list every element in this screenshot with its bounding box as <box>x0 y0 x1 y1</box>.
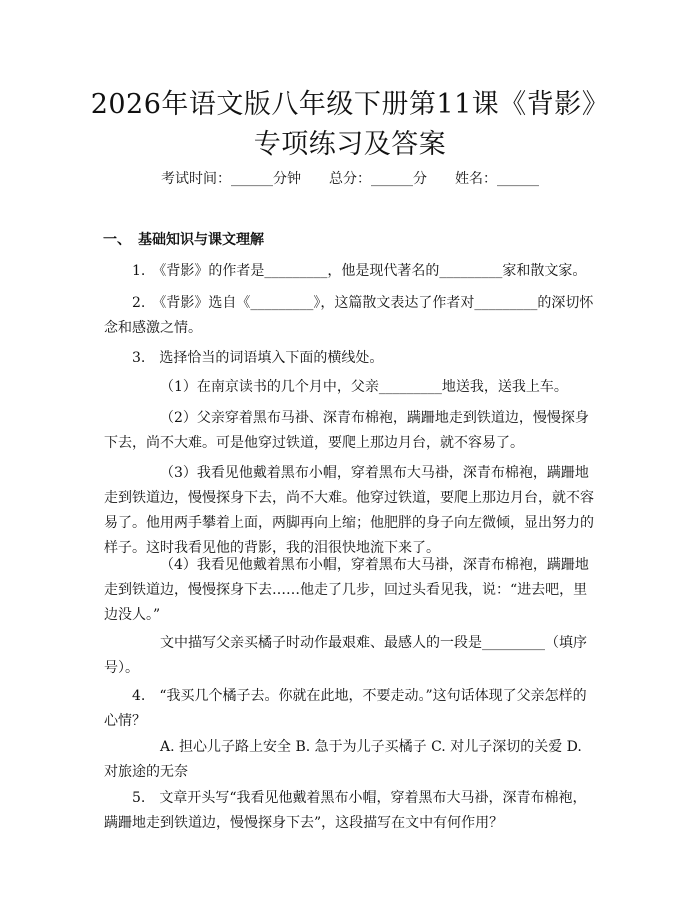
passage-option-3: （3）我看见他戴着黑布小帽，穿着黑布大马褂，深青布棉袍，蹒跚地走到铁道边，慢慢探身下去，尚不大难。他穿过铁道，要爬上那边月台，就不容易了。他用两手攀着上面，两脚再向上缩；他肥胖的身子向左微倾，显出努力的样子。这时我看见他的背影，我的泪很快地流下来了。 <box>104 465 594 556</box>
passage-option-2: （2）父亲穿着黑布马褂、深青布棉袍，蹒跚地走到铁道边，慢慢探身下去，尚不大难。可是他穿过铁道，要爬上那边月台，就不容易了。 <box>104 410 589 451</box>
document-title-line-1: 2026年语文版八年级下册第11课《背影》 <box>90 89 610 120</box>
exam-info-line: 考试时间：______分钟 总分：______分 姓名：______ <box>161 171 539 187</box>
passage-option-4: （4）我看见他戴着黑布小帽，穿着黑布大马褂，深青布棉袍，蹒跚地走到铁道边，慢慢探身下去……他走了几步，回过头看见我，说：“进去吧，里边没人。” <box>104 557 589 623</box>
document-title-line-2: 专项练习及答案 <box>253 129 447 160</box>
fill-sequence-prompt: 文中描写父亲买橘子时动作最艰难、最感人的一段是_________（填序号）。 <box>104 635 587 676</box>
passage-option-1: （1）在南京读书的几个月中，父亲_________地送我，送我上车。 <box>160 379 568 395</box>
section-heading: 一、 基础知识与课文理解 <box>103 232 264 248</box>
question-4: 4. “我买几个橘子去。你就在此地，不要走动。”这句话体现了父亲怎样的心情？ <box>104 688 587 729</box>
question-4-choices: A. 担心儿子路上安全 B. 急于为儿子买橘子 C. 对儿子深切的关爱 D. 对旅途的无奈 <box>104 739 582 780</box>
question-3: 3. 选择恰当的词语填入下面的横线处。 <box>132 350 384 366</box>
question-1: 1. 《背影》的作者是_________，他是现代著名的_________家和散文家。 <box>132 263 587 279</box>
question-2: 2. 《背影》选自《_________》，这篇散文表达了作者对_________的深切怀念和感激之情。 <box>104 295 594 336</box>
question-5: 5. 文章开头写“我看见他戴着黑布小帽，穿着黑布大马褂，深青布棉袍，蹒跚地走到铁道边，慢慢探身下去”，这段描写在文中有何作用？ <box>104 790 587 831</box>
